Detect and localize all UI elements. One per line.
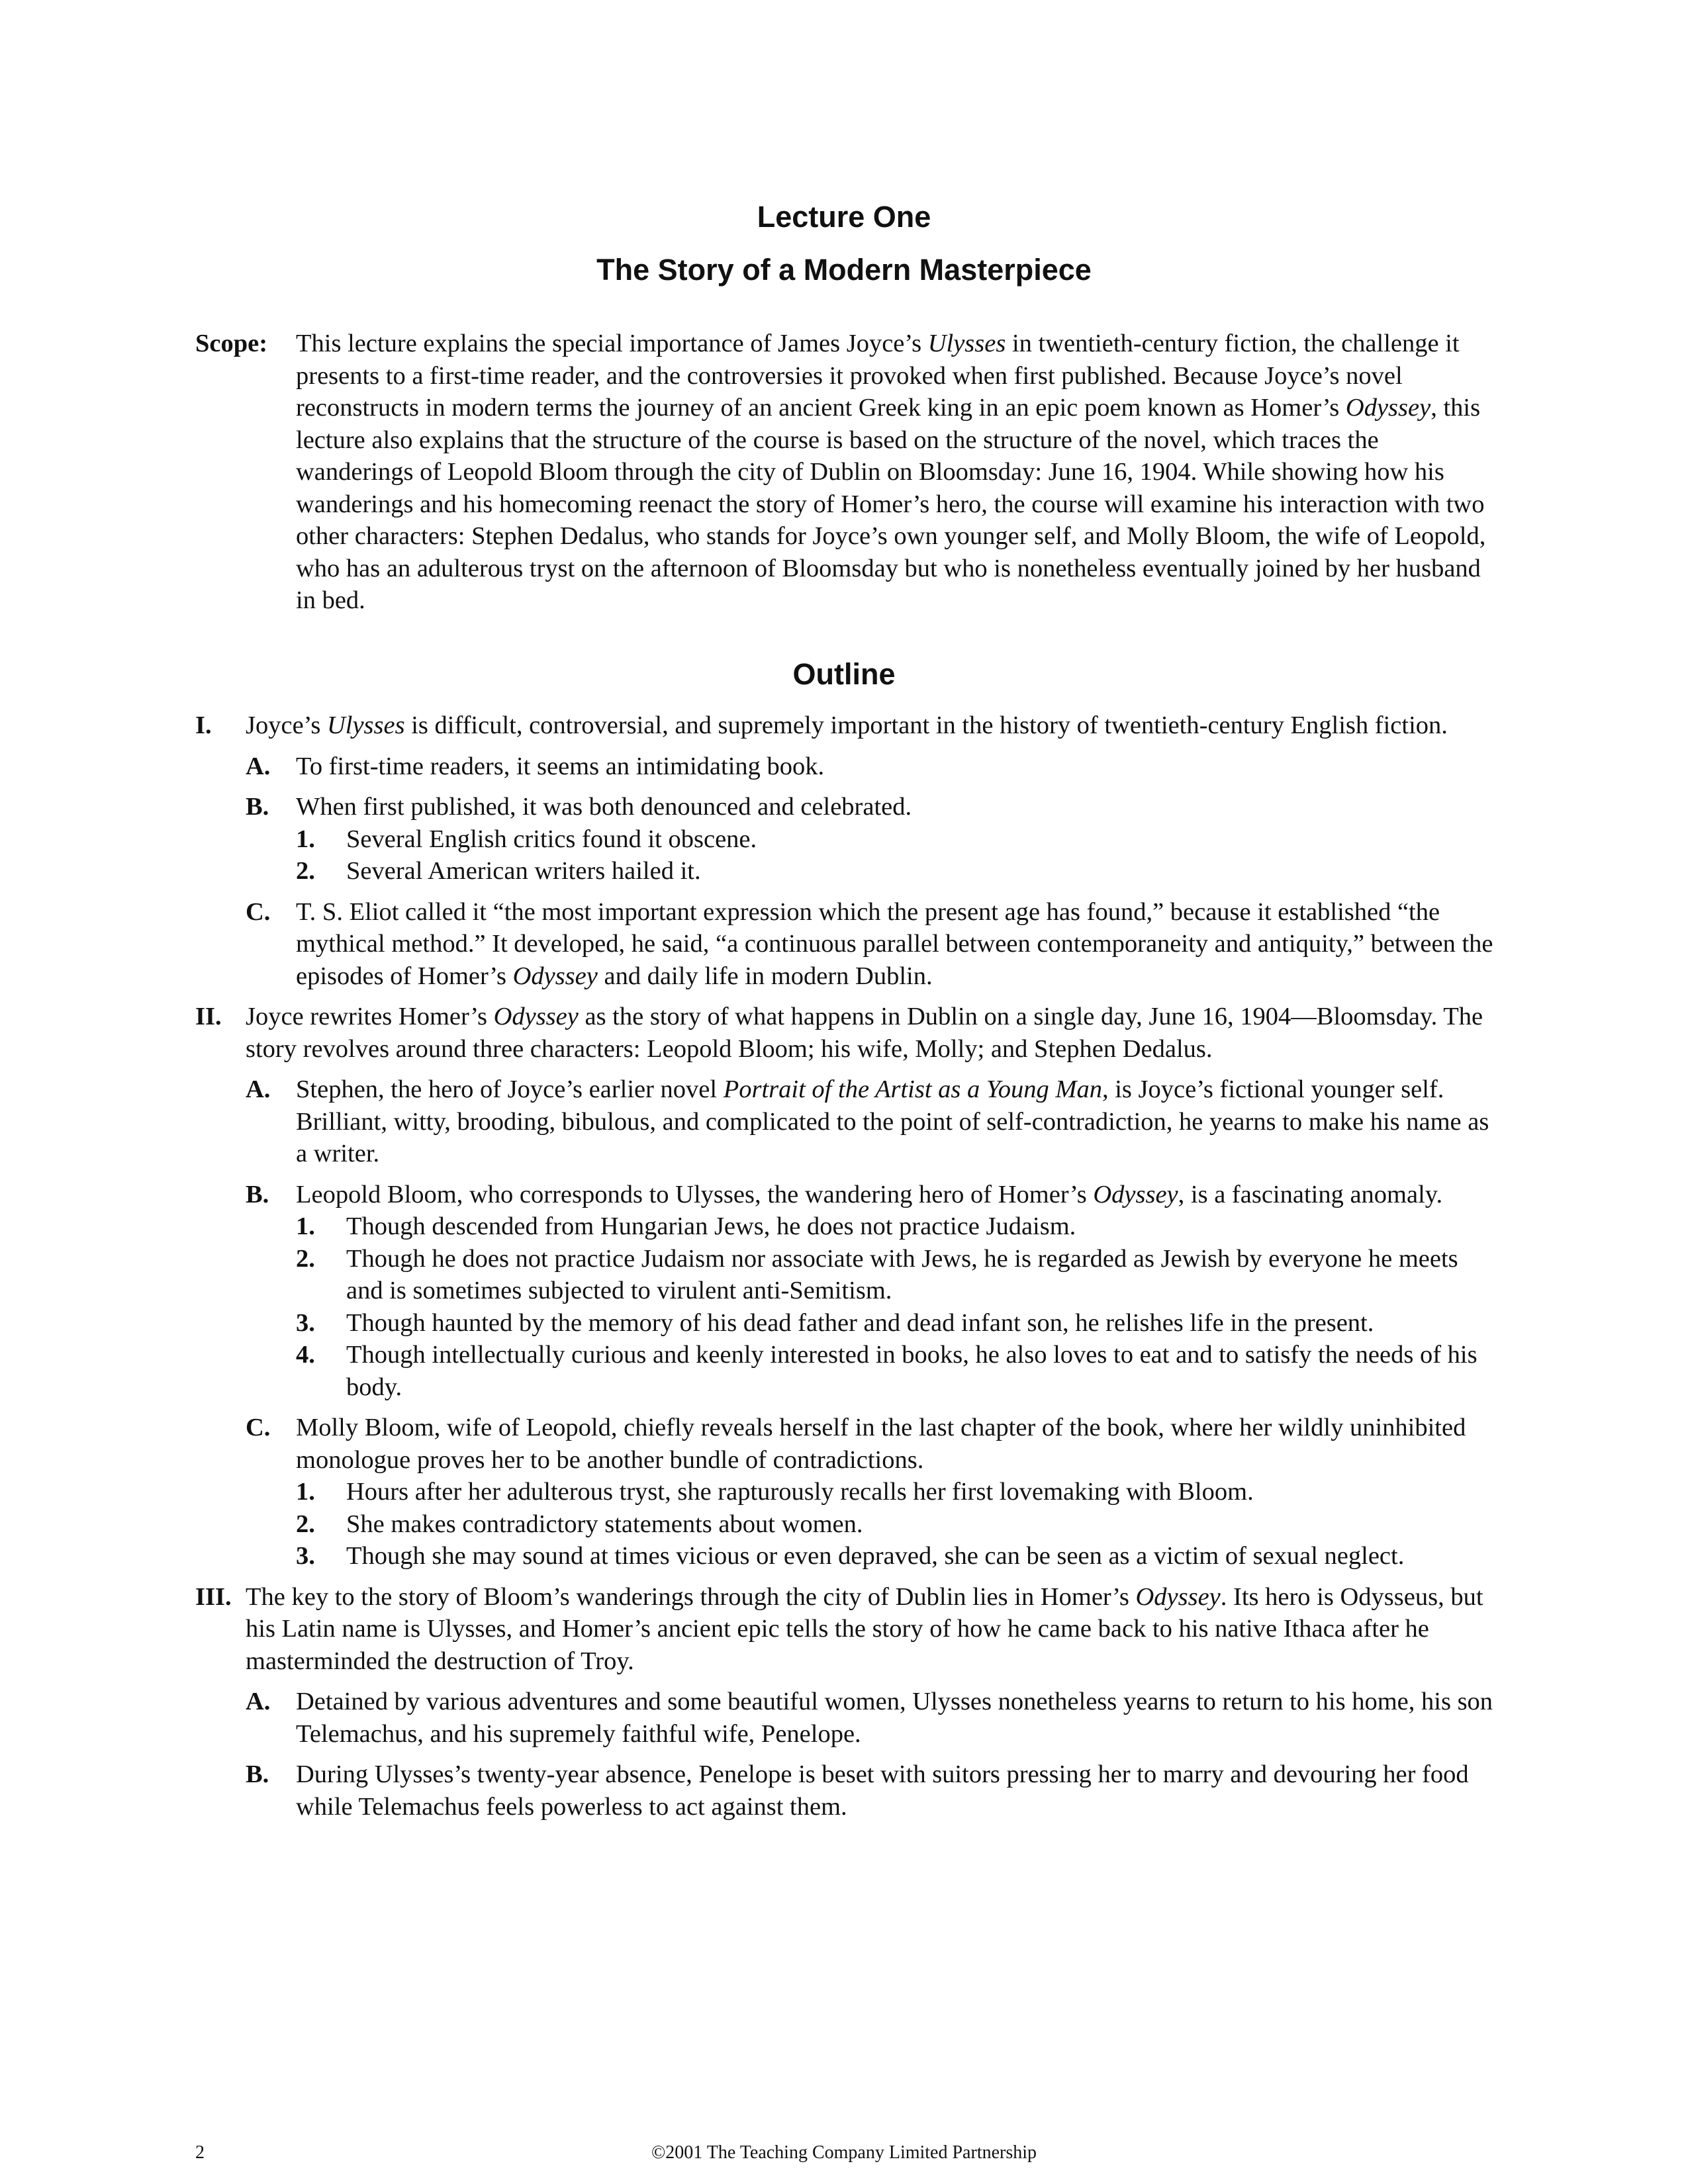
italic-title: Odyssey [493,1003,579,1030]
outline-item-II-C-2 [296,1508,1496,1541]
outline-item-text: Though he does not practice Judaism nor associate with Jews, he is regarded as Jewish by everyone he meets and is sometimes subjected to virulent anti-Semitism. [346,1244,1458,1304]
outline-item-text: Though intellectually curious and keenly interested in books, he also loves to eat and to satisfy the needs of his body. [346,1341,1477,1401]
outline-marker: B. [246,1180,269,1208]
outline-item-I-B [246,791,1496,887]
scope-section [195,328,1493,617]
outline-item-text: She makes contradictory statements about women. [346,1510,863,1538]
outline-item-I-B-2 [296,855,1496,887]
text-segment: Leopold Bloom, who corresponds to Ulysses, the wandering hero of Homer’s [296,1180,1094,1208]
outline-list [195,709,1496,1823]
outline-marker: B. [246,793,269,821]
italic-title: Odyssey [1093,1180,1178,1208]
outline-item-II-B-1 [296,1210,1496,1243]
outline-item-I-A [246,751,1496,783]
text-segment: Joyce rewrites Homer’s [246,1003,494,1030]
outline-marker: B. [246,1760,269,1788]
outline-item-I [195,709,1496,992]
outline-marker: 1. [296,825,315,853]
outline-item-III-A [246,1686,1496,1750]
outline-item-III-B [246,1758,1496,1823]
outline-item-text: Though she may sound at times vicious or even depraved, she can be seen as a victim of sexual neglect. [346,1542,1405,1570]
outline-item-text [246,709,1496,742]
outline-item-II-C-3 [296,1540,1496,1572]
outline-marker: 2. [296,1510,315,1538]
outline-item-text [296,1073,1496,1170]
text-segment: . Its hero is Odysseus, but his Latin name is Ulysses, and Homer’s ancient epic tells the story of how he came back to his native Ithaca after he masterminded the destruction of Troy. [246,1582,1483,1675]
outline-item-text [296,1179,1496,1211]
italic-title: Odyssey [512,962,598,990]
outline-marker: 1. [296,1478,315,1506]
text-segment: and daily life in modern Dublin. [597,962,933,990]
text-segment: The key to the story of Bloom’s wanderings through the city of Dublin lies in Homer’s [246,1582,1136,1611]
outline-marker: C. [246,1414,271,1441]
outline-marker: 3. [296,1542,315,1570]
outline-marker: A. [246,752,271,780]
outline-item-II-C-1 [296,1476,1496,1508]
outline-marker: 3. [296,1308,315,1337]
outline-item-II-B-2 [296,1243,1496,1307]
lecture-number-heading: Lecture One [757,200,931,234]
text-segment: , is Joyce’s fictional younger self. Brilliant, witty, brooding, bibulous, and complicated to the point of self-contradiction, he yearns to make his name as a writer. [296,1075,1489,1167]
outline-item-text: Molly Bloom, wife of Leopold, chiefly reveals herself in the last chapter of the book, where her wildly uninhibited monologue proves her to be another bundle of contradictions. [296,1414,1466,1474]
outline-item-text: Though descended from Hungarian Jews, he does not practice Judaism. [346,1212,1076,1240]
outline-marker: A. [246,1075,271,1103]
outline-item-II-B-3 [296,1307,1496,1340]
outline-item-II-C [246,1412,1496,1572]
outline-item-II-B-4 [296,1339,1496,1403]
scope-title-ulysses: Ulysses [927,330,1006,357]
outline-item-II-A [246,1073,1496,1170]
text-segment: is difficult, controversial, and supremely important in the history of twentieth-century English fiction. [404,711,1448,739]
outline-item-text: When first published, it was both denounced and celebrated. [296,793,912,821]
outline-marker: I. [195,711,212,739]
outline-item-I-C [246,896,1496,993]
text-segment: Stephen, the hero of Joyce’s earlier novel [296,1075,724,1103]
outline-item-text: Several American writers hailed it. [346,857,701,885]
text-segment: T. S. Eliot called it “the most important expression which the present age has found,” because it established “the mythical method.” It developed, he said, “a continuous parallel between contemporaneity and antiquity,” between the episodes of Homer’s [296,897,1493,990]
page-number: 2 [195,2142,205,2163]
scope-text: , this lecture also explains that the structure of the course is based on the structure of the novel, which traces the wanderings of Leopold Bloom through the city of Dublin on Bloomsday: June 16, 1904. While showing how his wanderings and his homecoming reenact the story of Homer’s hero, the course will examine his interaction with two other characters: Stephen Dedalus, who stands for Joyce’s own younger self, and Molly Bloom, the wife of Leopold, who has an adulterous tryst on the afternoon of Bloomsday but who is nonetheless eventually joined by her husband in bed. [296,394,1486,614]
outline-item-II-B [246,1179,1496,1404]
italic-title: Ulysses [326,711,405,739]
text-segment: , is a fascinating anomaly. [1178,1180,1443,1208]
outline-marker: A. [246,1688,271,1715]
italic-title: Portrait of the Artist as a Young Man [723,1075,1102,1103]
scope-paragraph [296,328,1493,617]
outline-marker: 4. [296,1341,315,1369]
outline-heading: Outline [792,657,896,691]
outline-item-text: Hours after her adulterous tryst, she rapturously recalls her first lovemaking with Bloom. [346,1478,1254,1506]
outline-item-text: Detained by various adventures and some beautiful women, Ulysses nonetheless yearns to return to his home, his son Telemachus, and his supremely faithful wife, Penelope. [296,1688,1493,1748]
outline-item-text: To first-time readers, it seems an intimidating book. [296,752,825,780]
outline-item-I-B-1 [296,823,1496,856]
scope-title-odyssey: Odyssey [1345,394,1431,422]
copyright-notice: ©2001 The Teaching Company Limited Partnership [651,2142,1037,2163]
outline-marker: C. [246,897,271,926]
outline-marker: II. [195,1003,222,1030]
outline-item-text [246,1001,1496,1065]
lecture-title-heading: The Story of a Modern Masterpiece [596,253,1092,287]
outline-marker: 2. [296,1244,315,1273]
outline-marker: 2. [296,857,315,885]
scope-text: in twentieth-century fiction, the challenge it presents to a first-time reader, and the controversies it provoked when first published. Because Joyce’s novel reconstructs in modern terms the journey of an ancient Greek king in an epic poem known as Homer’s [296,330,1460,422]
scope-label: Scope: [195,330,268,357]
outline-item-text [296,896,1496,993]
text-segment: as the story of what happens in Dublin on a single day, June 16, 1904—Bloomsday. The story revolves around three characters: Leopold Bloom; his wife, Molly; and Stephen Dedalus. [246,1003,1483,1063]
scope-text: This lecture explains the special importance of James Joyce’s [296,330,928,357]
outline-item-text [246,1581,1496,1678]
outline-item-text: Though haunted by the memory of his dead father and dead infant son, he relishes life in the present. [346,1308,1374,1337]
outline-item-III [195,1581,1496,1823]
outline-item-text: Several English critics found it obscene. [346,825,757,853]
italic-title: Odyssey [1135,1582,1221,1611]
outline-marker: 1. [296,1212,315,1240]
outline-item-text: During Ulysses’s twenty-year absence, Penelope is beset with suitors pressing her to marry and devouring her food while Telemachus feels powerless to act against them. [296,1760,1469,1821]
text-segment: Joyce’s [246,711,327,739]
outline-item-II [195,1001,1496,1572]
outline-marker: III. [195,1582,232,1611]
